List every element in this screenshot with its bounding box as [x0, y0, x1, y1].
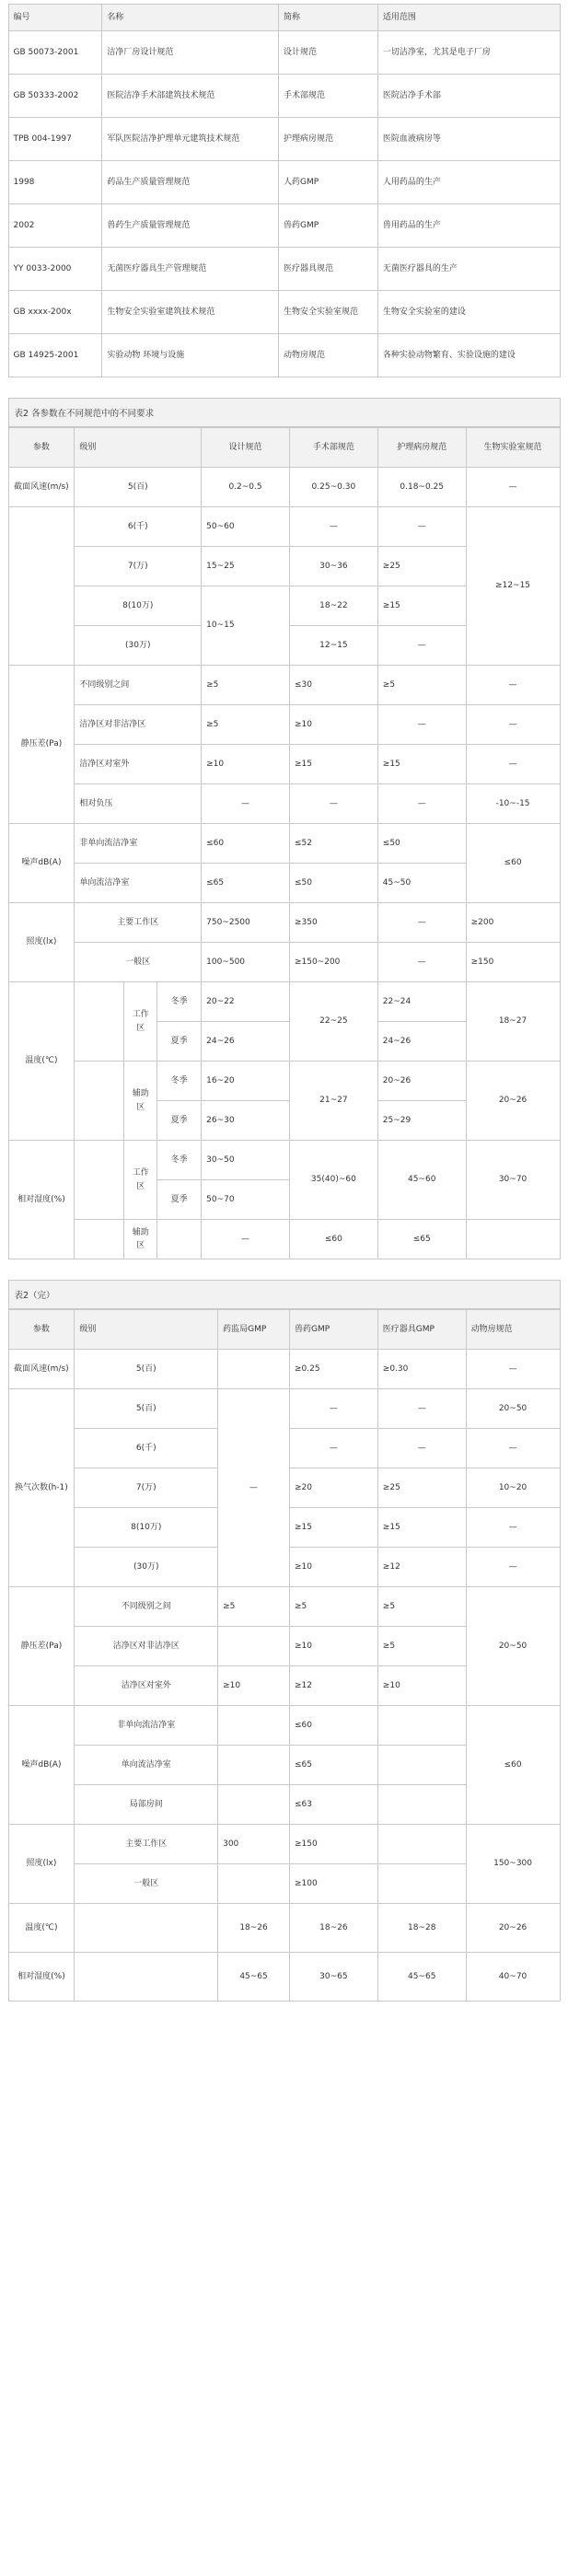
- value-cell: 25~29: [377, 1101, 466, 1141]
- value-cell: —: [377, 1429, 466, 1468]
- table-row: [8, 248, 560, 291]
- table-row: [8, 507, 560, 547]
- table-row: [8, 982, 560, 1022]
- level-cell: 洁净区对室外: [75, 745, 202, 784]
- header-cell: 生物实验室规范: [466, 428, 560, 468]
- value-cell: 30~50: [202, 1141, 290, 1180]
- level-cell: 一般区: [75, 1864, 218, 1904]
- value-cell: ≥5: [202, 666, 290, 705]
- code-cell: 1998: [8, 161, 102, 204]
- table-row: [8, 75, 560, 118]
- value-cell: —: [466, 1350, 560, 1389]
- table-row: [8, 1825, 560, 1864]
- spacer-cell: [75, 1141, 124, 1220]
- document-page: [8, 4, 561, 2002]
- value-cell: ≥15: [289, 1508, 377, 1548]
- value-cell: ≤60: [289, 1706, 377, 1746]
- value-cell: —: [377, 705, 466, 745]
- value-cell: ≥25: [377, 1468, 466, 1508]
- value-cell: ≤50: [289, 864, 377, 903]
- value-cell: —: [377, 507, 466, 547]
- value-cell: ≥10: [218, 1666, 290, 1706]
- value-cell: —: [377, 943, 466, 982]
- table-row: [8, 334, 560, 377]
- value-cell: —: [466, 468, 560, 507]
- level-cell: 6(千): [75, 507, 202, 547]
- code-cell: GB 50073-2001: [8, 31, 102, 75]
- header-cell: 参数: [8, 428, 75, 468]
- level-cell: 局部房间: [75, 1785, 218, 1825]
- header-cell: 医疗器具GMP: [377, 1310, 466, 1350]
- value-cell: ≤60: [466, 824, 560, 903]
- level-cell: 5(百): [75, 1350, 218, 1389]
- param-cell: 静压差(Pa): [8, 1587, 75, 1706]
- header-cell: 药监局GMP: [218, 1310, 290, 1350]
- code-cell: GB 14925-2001: [8, 334, 102, 377]
- value-cell: ≤60: [202, 824, 290, 864]
- level-cell: 主要工作区: [75, 1825, 218, 1864]
- table-row: [8, 666, 560, 705]
- standards-table: [8, 4, 561, 377]
- value-cell: ≥150~200: [289, 943, 377, 982]
- value-cell: ≤65: [202, 864, 290, 903]
- value-cell: —: [466, 666, 560, 705]
- parameters-table: [8, 427, 561, 1259]
- value-cell: ≤65: [289, 1746, 377, 1785]
- table-row: [8, 1706, 560, 1746]
- table-row: [8, 31, 560, 75]
- header-cell: 参数: [8, 1310, 75, 1350]
- level-cell: 7(万): [75, 1468, 218, 1508]
- scope-cell: 医院洁净手术部: [377, 75, 560, 118]
- code-cell: TPB 004-1997: [8, 118, 102, 161]
- value-cell: 150~300: [466, 1825, 560, 1904]
- value-cell: ≥5: [202, 705, 290, 745]
- spacer-cell: [218, 1785, 290, 1825]
- level-cell: 不同级别之间: [75, 666, 202, 705]
- value-cell: 24~26: [377, 1022, 466, 1062]
- value-cell: ≥5: [289, 1587, 377, 1627]
- level-cell: (30万): [75, 1548, 218, 1587]
- value-cell: 22~25: [289, 982, 377, 1062]
- value-cell: 45~60: [377, 1141, 466, 1220]
- table-row: [8, 161, 560, 204]
- value-cell: ≥100: [289, 1864, 377, 1904]
- abbr-cell: 手术部规范: [279, 75, 378, 118]
- spacer-cell: [377, 1706, 466, 1746]
- value-cell: 26~30: [202, 1101, 290, 1141]
- abbr-cell: 护理病房规范: [279, 118, 378, 161]
- table-row: [8, 1389, 560, 1429]
- value-cell: 50~60: [202, 507, 290, 547]
- code-cell: YY 0033-2000: [8, 248, 102, 291]
- param-cell: 静压差(Pa): [8, 666, 75, 824]
- value-cell: 0.25~0.30: [289, 468, 377, 507]
- spacer-cell: [466, 1220, 560, 1259]
- value-cell: 15~25: [202, 547, 290, 586]
- header-cell: 手术部规范: [289, 428, 377, 468]
- name-cell: 兽药生产质量管理规范: [102, 204, 279, 248]
- value-cell: 18~26: [289, 1904, 377, 1953]
- spacer-cell: [218, 1706, 290, 1746]
- level-cell: 8(10万): [75, 1508, 218, 1548]
- value-cell: —: [289, 507, 377, 547]
- season-cell: 夏季: [157, 1101, 202, 1141]
- param-cell: 截面风速(m/s): [8, 468, 75, 507]
- value-cell: 300: [218, 1825, 290, 1864]
- header-cell: 动物房规范: [466, 1310, 560, 1350]
- spacer-cell: [377, 1864, 466, 1904]
- value-cell: —: [289, 1429, 377, 1468]
- table-row: [8, 903, 560, 943]
- value-cell: 20~26: [377, 1062, 466, 1101]
- value-cell: ≥15: [377, 586, 466, 626]
- abbr-cell: 生物安全实验室规范: [279, 291, 378, 334]
- spacer-cell: [218, 1350, 290, 1389]
- spacer-cell: [377, 1825, 466, 1864]
- abbr-cell: 设计规范: [279, 31, 378, 75]
- value-cell: ≥0.30: [377, 1350, 466, 1389]
- value-cell: ≥5: [218, 1587, 290, 1627]
- value-cell: 750~2500: [202, 903, 290, 943]
- spacer-cell: [75, 1062, 124, 1141]
- value-cell: 40~70: [466, 1953, 560, 2002]
- value-cell: ≥15: [377, 745, 466, 784]
- param-cell: 噪声dB(A): [8, 824, 75, 903]
- value-cell: —: [289, 1389, 377, 1429]
- level-cell: 洁净区对非洁净区: [75, 1627, 218, 1666]
- value-cell: 18~26: [218, 1904, 290, 1953]
- zone-cell: 工作区: [124, 1141, 157, 1220]
- header-cell: 设计规范: [202, 428, 290, 468]
- spacer-cell: [377, 1785, 466, 1825]
- table2-title: 表2 各参数在不同规范中的不同要求: [8, 398, 561, 427]
- table-row: [8, 943, 560, 982]
- level-cell: 洁净区对室外: [75, 1666, 218, 1706]
- name-cell: 医院洁净手术部建筑技术规范: [102, 75, 279, 118]
- value-cell: ≥350: [289, 903, 377, 943]
- value-cell: ≤65: [377, 1220, 466, 1259]
- param-cell: 换气次数(h-1): [8, 1389, 75, 1587]
- table-header-row: [8, 5, 560, 31]
- value-cell: ≥5: [377, 666, 466, 705]
- value-cell: ≤60: [289, 1220, 377, 1259]
- spacer-cell: [377, 1746, 466, 1785]
- value-cell: ≥25: [377, 547, 466, 586]
- level-cell: 5(百): [75, 1389, 218, 1429]
- value-cell: ≥15: [377, 1508, 466, 1548]
- level-cell: 非单向流洁净室: [75, 1706, 218, 1746]
- value-cell: ≤63: [289, 1785, 377, 1825]
- value-cell: ≥5: [377, 1587, 466, 1627]
- abbr-cell: 兽药GMP: [279, 204, 378, 248]
- value-cell: —: [377, 626, 466, 666]
- value-cell: ≥12: [289, 1666, 377, 1706]
- value-cell: 18~22: [289, 586, 377, 626]
- level-cell: 主要工作区: [75, 903, 202, 943]
- table-row: [8, 204, 560, 248]
- value-cell: 45~50: [377, 864, 466, 903]
- value-cell: ≥10: [289, 1548, 377, 1587]
- spacer-cell: [75, 1220, 124, 1259]
- value-cell: 12~15: [289, 626, 377, 666]
- value-cell: ≤50: [377, 824, 466, 864]
- value-cell: ≥15: [289, 745, 377, 784]
- value-cell: ≤52: [289, 824, 377, 864]
- value-cell: ≥10: [377, 1666, 466, 1706]
- parameters-table-continued: [8, 1309, 561, 2002]
- header-cell: 简称: [279, 5, 378, 31]
- scope-cell: 兽用药品的生产: [377, 204, 560, 248]
- table-row: [8, 745, 560, 784]
- abbr-cell: 医疗器具规范: [279, 248, 378, 291]
- abbr-cell: 动物房规范: [279, 334, 378, 377]
- value-cell: 45~65: [377, 1953, 466, 2002]
- scope-cell: 人用药品的生产: [377, 161, 560, 204]
- scope-cell: 生物安全实验室的建设: [377, 291, 560, 334]
- value-cell: —: [289, 784, 377, 824]
- name-cell: 实验动物 环境与设施: [102, 334, 279, 377]
- table-row: [8, 705, 560, 745]
- param-cell: 照度(lx): [8, 1825, 75, 1904]
- level-cell: 洁净区对非洁净区: [75, 705, 202, 745]
- value-cell: 0.2~0.5: [202, 468, 290, 507]
- spacer-cell: [75, 1953, 218, 2002]
- value-cell: —: [466, 745, 560, 784]
- name-cell: 洁净厂房设计规范: [102, 31, 279, 75]
- value-cell: 22~24: [377, 982, 466, 1022]
- param-cell: 截面风速(m/s): [8, 1350, 75, 1389]
- value-cell: ≤60: [466, 1706, 560, 1825]
- value-cell: ≤30: [289, 666, 377, 705]
- param-cell: 温度(℃): [8, 982, 75, 1141]
- param-cell: 相对湿度(%): [8, 1141, 75, 1259]
- value-cell: 20~26: [466, 1904, 560, 1953]
- table-row: [8, 1350, 560, 1389]
- value-cell: 30~65: [289, 1953, 377, 2002]
- value-cell: ≥20: [289, 1468, 377, 1508]
- header-cell: 级别: [75, 428, 202, 468]
- level-cell: 单向流洁净室: [75, 1746, 218, 1785]
- value-cell: 10~20: [466, 1468, 560, 1508]
- table-row: [8, 1904, 560, 1953]
- header-cell: 名称: [102, 5, 279, 31]
- value-cell: ≥150: [289, 1825, 377, 1864]
- param-cell: 相对湿度(%): [8, 1953, 75, 2002]
- value-cell: —: [202, 1220, 290, 1259]
- level-cell: 不同级别之间: [75, 1587, 218, 1627]
- value-cell: 100~500: [202, 943, 290, 982]
- value-cell: ≥12~15: [466, 507, 560, 666]
- level-cell: 一般区: [75, 943, 202, 982]
- value-cell: -10~-15: [466, 784, 560, 824]
- code-cell: 2002: [8, 204, 102, 248]
- value-cell: —: [377, 1389, 466, 1429]
- param-cell: 温度(℃): [8, 1904, 75, 1953]
- value-cell: 18~27: [466, 982, 560, 1062]
- table-header-row: [8, 428, 560, 468]
- level-cell: (30万): [75, 626, 202, 666]
- header-cell: 适用范围: [377, 5, 560, 31]
- spacer-cell: [157, 1220, 202, 1259]
- name-cell: 生物安全实验室建筑技术规范: [102, 291, 279, 334]
- value-cell: 21~27: [289, 1062, 377, 1141]
- value-cell: —: [202, 784, 290, 824]
- value-cell: 35(40)~60: [289, 1141, 377, 1220]
- level-cell: 单向流洁净室: [75, 864, 202, 903]
- value-cell: 50~70: [202, 1180, 290, 1220]
- name-cell: 药品生产质量管理规范: [102, 161, 279, 204]
- value-cell: —: [466, 1429, 560, 1468]
- name-cell: 无菌医疗器具生产管理规范: [102, 248, 279, 291]
- table-header-row: [8, 1310, 560, 1350]
- table-row: [8, 1141, 560, 1180]
- scope-cell: 医院血液病房等: [377, 118, 560, 161]
- value-cell: ≥5: [377, 1627, 466, 1666]
- table3-title: 表2（完）: [8, 1280, 561, 1309]
- value-cell: ≥12: [377, 1548, 466, 1587]
- table-row: [8, 1220, 560, 1259]
- value-cell: ≥10: [202, 745, 290, 784]
- season-cell: 夏季: [157, 1180, 202, 1220]
- scope-cell: 各种实验动物繁育、实验设施的建设: [377, 334, 560, 377]
- level-cell: 非单向流洁净室: [75, 824, 202, 864]
- value-cell: 10~15: [202, 586, 290, 666]
- zone-cell: 辅助区: [124, 1220, 157, 1259]
- table-row: [8, 824, 560, 864]
- table-row: [8, 291, 560, 334]
- value-cell: ≥10: [289, 705, 377, 745]
- level-cell: 7(万): [75, 547, 202, 586]
- param-cell: [8, 507, 75, 666]
- season-cell: 冬季: [157, 1141, 202, 1180]
- season-cell: 夏季: [157, 1022, 202, 1062]
- header-cell: 编号: [8, 5, 102, 31]
- value-cell: 20~26: [466, 1062, 560, 1141]
- table-row: [8, 1953, 560, 2002]
- spacer-cell: [218, 1864, 290, 1904]
- header-cell: 兽药GMP: [289, 1310, 377, 1350]
- value-cell: ≥10: [289, 1627, 377, 1666]
- table-row: [8, 1587, 560, 1627]
- header-cell: 护理病房规范: [377, 428, 466, 468]
- value-cell: —: [466, 1508, 560, 1548]
- value-cell: 20~50: [466, 1587, 560, 1706]
- spacer-cell: [218, 1627, 290, 1666]
- value-cell: —: [218, 1389, 290, 1587]
- season-cell: 冬季: [157, 982, 202, 1022]
- value-cell: 0.18~0.25: [377, 468, 466, 507]
- spacer-cell: [218, 1746, 290, 1785]
- table-row: [8, 1062, 560, 1101]
- value-cell: 30~70: [466, 1141, 560, 1220]
- header-cell: 级别: [75, 1310, 218, 1350]
- value-cell: 18~28: [377, 1904, 466, 1953]
- value-cell: 20~22: [202, 982, 290, 1022]
- table-row: [8, 118, 560, 161]
- spacer-cell: [75, 982, 124, 1062]
- value-cell: 20~50: [466, 1389, 560, 1429]
- value-cell: 24~26: [202, 1022, 290, 1062]
- zone-cell: 辅助区: [124, 1062, 157, 1141]
- code-cell: GB 50333-2002: [8, 75, 102, 118]
- param-cell: 噪声dB(A): [8, 1706, 75, 1825]
- value-cell: ≥150: [466, 943, 560, 982]
- value-cell: 16~20: [202, 1062, 290, 1101]
- value-cell: ≥200: [466, 903, 560, 943]
- param-cell: 照度(lx): [8, 903, 75, 982]
- zone-cell: 工作区: [124, 982, 157, 1062]
- value-cell: 45~65: [218, 1953, 290, 2002]
- value-cell: ≥0.25: [289, 1350, 377, 1389]
- value-cell: 30~36: [289, 547, 377, 586]
- abbr-cell: 人药GMP: [279, 161, 378, 204]
- level-cell: 5(百): [75, 468, 202, 507]
- level-cell: 6(千): [75, 1429, 218, 1468]
- scope-cell: 一切洁净室，尤其是电子厂房: [377, 31, 560, 75]
- value-cell: —: [377, 784, 466, 824]
- scope-cell: 无菌医疗器具的生产: [377, 248, 560, 291]
- code-cell: GB xxxx-200x: [8, 291, 102, 334]
- name-cell: 军队医院洁净护理单元建筑技术规范: [102, 118, 279, 161]
- table-row: [8, 784, 560, 824]
- value-cell: —: [377, 903, 466, 943]
- level-cell: 相对负压: [75, 784, 202, 824]
- table-row: [8, 468, 560, 507]
- value-cell: —: [466, 1548, 560, 1587]
- value-cell: —: [466, 705, 560, 745]
- level-cell: 8(10万): [75, 586, 202, 626]
- spacer-cell: [75, 1904, 218, 1953]
- season-cell: 冬季: [157, 1062, 202, 1101]
